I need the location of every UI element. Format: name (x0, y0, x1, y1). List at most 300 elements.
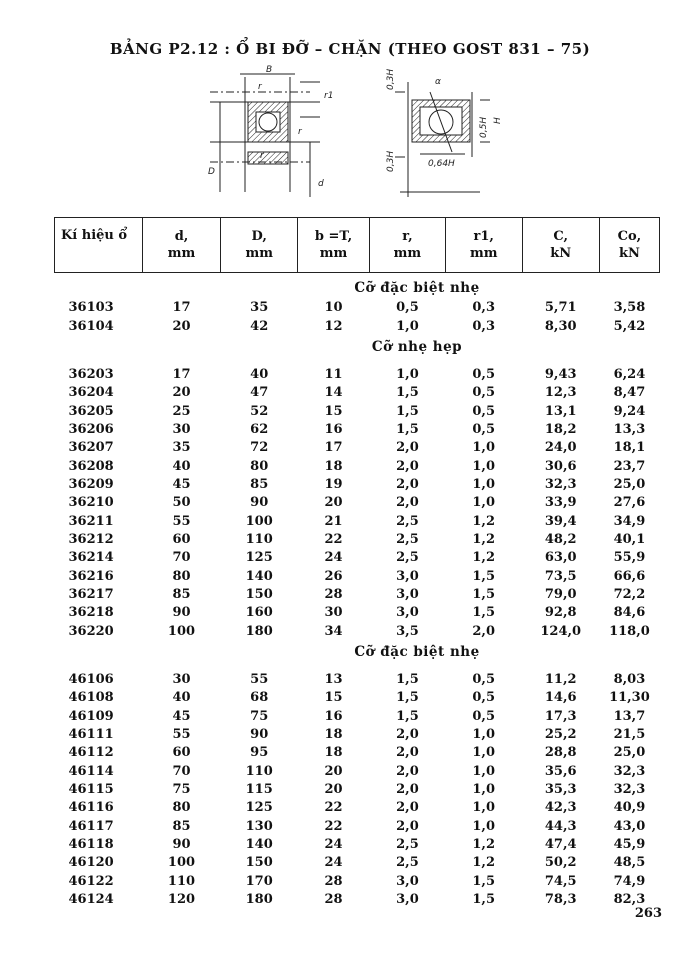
table-cell: 0,3 (472, 318, 496, 334)
table-cell: 50,2 (544, 855, 577, 871)
table-cell: 9,43 (544, 366, 577, 382)
table-cell: 6,24 (613, 366, 646, 382)
table-cell: 60 (172, 745, 191, 761)
table-cell: 20 (324, 763, 343, 779)
table-cell: 2,0 (396, 458, 419, 474)
table-cell: 1,5 (396, 385, 419, 401)
table-cell: 2,0 (396, 745, 419, 761)
table-cell: 36220 (68, 623, 114, 639)
table-cell: 44,3 (544, 818, 577, 834)
table-cell: 36205 (68, 403, 114, 419)
label-03h-bottom: 0,3H (386, 150, 396, 172)
table-cell: 8,47 (613, 385, 646, 401)
table-row (55, 317, 660, 335)
table-cell: 12 (324, 318, 343, 334)
table-cell: 18,2 (544, 421, 577, 437)
table-cell: 21 (324, 513, 343, 529)
table-cell: 28,8 (544, 745, 577, 761)
table-cell: 46112 (68, 745, 114, 761)
table-row (55, 494, 660, 512)
table-row (55, 836, 660, 854)
table-cell: 1,5 (396, 708, 419, 724)
table-row (55, 366, 660, 384)
table-cell: 100 (245, 513, 273, 529)
table-cell: 46118 (68, 837, 114, 853)
label-r1: r1 (324, 91, 334, 101)
table-cell: 14,6 (544, 690, 577, 706)
table-cell: 46124 (68, 892, 114, 908)
table-cell: 70 (172, 550, 191, 566)
table-cell: 1,2 (472, 837, 496, 853)
table-cell: 125 (245, 800, 273, 816)
table-cell: 85 (250, 476, 269, 492)
bearing-cross-section-diagram (190, 62, 510, 212)
table-cell: 73,5 (544, 568, 577, 584)
table-cell: 2,5 (396, 550, 419, 566)
table-cell: 20 (324, 782, 343, 798)
table-cell: 35 (172, 440, 191, 456)
table-cell: 17 (324, 440, 343, 456)
table-cell: 1,0 (472, 440, 496, 456)
table-cell: 1,5 (396, 403, 419, 419)
table-cell: 25,0 (613, 476, 646, 492)
table-cell: 48,5 (613, 855, 646, 871)
table-cell: 2,0 (396, 818, 419, 834)
table-row (55, 623, 660, 641)
page-title: BẢNG P2.12 : Ổ BI ĐỠ – CHẶN (THEO GOST 831 – 75) (109, 40, 591, 58)
table-cell: 18 (324, 727, 343, 743)
table-cell: 170 (245, 873, 273, 889)
header-code: Kí hiệu ổ (55, 218, 143, 273)
table-cell: 36218 (68, 605, 114, 621)
bearing-drawings (190, 62, 510, 212)
table-cell: 48,2 (544, 531, 577, 547)
table-cell: 47,4 (544, 837, 577, 853)
table-cell: 3,58 (613, 300, 646, 316)
table-cell: 2,5 (396, 531, 419, 547)
table-cell: 46122 (68, 873, 114, 889)
table-row (55, 549, 660, 567)
table-cell: 39,4 (544, 513, 577, 529)
table-cell: 1,5 (472, 586, 496, 602)
table-cell: 1,5 (396, 672, 419, 688)
table-row (55, 818, 660, 836)
table-cell: 0,5 (472, 385, 496, 401)
table-cell: 0,5 (472, 421, 496, 437)
table-cell: 36212 (68, 531, 114, 547)
table-cell: 160 (245, 605, 273, 621)
table-cell: 1,0 (472, 818, 496, 834)
label-064h: 0,64H (428, 159, 455, 169)
table-cell: 11,2 (544, 672, 577, 688)
page-number: 263 (634, 906, 662, 921)
label-D: D (208, 167, 215, 177)
table-cell: 22 (324, 531, 343, 547)
table-cell: 18 (324, 745, 343, 761)
table-cell: 2,5 (396, 513, 419, 529)
table-cell: 42 (250, 318, 269, 334)
table-cell: 180 (245, 892, 273, 908)
table-cell: 110 (167, 873, 196, 889)
table-cell: 25 (172, 403, 191, 419)
table-cell: 45 (172, 708, 191, 724)
table-cell: 2,0 (396, 476, 419, 492)
table-cell: 2,0 (472, 623, 496, 639)
table-cell: 17 (172, 366, 191, 382)
table-cell: 30 (172, 672, 191, 688)
table-cell: 46111 (68, 727, 114, 743)
table-cell: 9,24 (613, 403, 646, 419)
table-row (55, 708, 660, 726)
table-cell: 36211 (68, 513, 114, 529)
group-heading-row (55, 273, 660, 300)
label-r-bottom: r (260, 151, 264, 161)
table-cell: 1,0 (472, 495, 496, 511)
table-cell: 45,9 (613, 837, 646, 853)
table-cell: 15 (324, 403, 343, 419)
table-cell: 5,42 (613, 318, 646, 334)
table-cell: 2,0 (396, 495, 419, 511)
table-cell: 23,7 (613, 458, 646, 474)
table-row (55, 512, 660, 530)
table-cell: 0,5 (472, 672, 496, 688)
table-cell: 18 (324, 458, 343, 474)
table-cell: 124,0 (540, 623, 582, 639)
table-cell: 110 (245, 763, 273, 779)
table-cell: 62 (250, 421, 269, 437)
table-cell: 1,5 (396, 421, 419, 437)
table-cell: 1,2 (472, 531, 496, 547)
label-r-top: r (258, 82, 262, 92)
table-cell: 1,0 (472, 782, 496, 798)
bearing-side-view (210, 74, 320, 197)
table-cell: 8,30 (544, 318, 577, 334)
table-cell: 36103 (68, 300, 114, 316)
group-heading: Cỡ đặc biệt nhẹ (354, 280, 480, 296)
table-row (55, 384, 660, 402)
table-cell: 40 (172, 690, 191, 706)
table-cell: 15 (324, 690, 343, 706)
label-03h-top: 0,3H (386, 68, 396, 90)
table-cell: 1,0 (472, 800, 496, 816)
table-row (55, 586, 660, 604)
table-cell: 1,0 (472, 458, 496, 474)
table-cell: 150 (245, 586, 273, 602)
table-cell: 46114 (68, 763, 114, 779)
table-cell: 3,0 (396, 605, 419, 621)
table-row (55, 799, 660, 817)
table-cell: 120 (167, 892, 196, 908)
table-cell: 46108 (68, 690, 114, 706)
table-cell: 2,0 (396, 782, 419, 798)
table-cell: 12,3 (544, 385, 577, 401)
table-cell: 1,0 (472, 476, 496, 492)
table-cell: 11,30 (609, 690, 650, 706)
table-cell: 40,9 (613, 800, 646, 816)
group-heading: Cỡ đặc biệt nhẹ (354, 643, 480, 660)
bearing-spec-table (54, 217, 660, 909)
table-cell: 50 (172, 495, 191, 511)
table-cell: 46115 (68, 782, 114, 798)
table-cell: 84,6 (613, 605, 646, 621)
table-cell: 1,5 (472, 568, 496, 584)
table-row (55, 439, 660, 457)
table-cell: 110 (245, 531, 273, 547)
table-cell: 36210 (68, 495, 114, 511)
table-cell: 1,0 (472, 745, 496, 761)
table-cell: 90 (250, 727, 269, 743)
table-cell: 24 (324, 550, 343, 566)
table-cell: 79,0 (544, 586, 577, 602)
table-cell: 20 (172, 318, 191, 334)
table-cell: 26 (324, 568, 343, 584)
table-cell: 180 (245, 623, 273, 639)
table-cell: 36206 (68, 421, 114, 437)
table-cell: 16 (324, 708, 343, 724)
table-cell: 36209 (68, 476, 114, 492)
table-cell: 40 (172, 458, 191, 474)
table-cell: 2,0 (396, 763, 419, 779)
table-row (55, 689, 660, 707)
table-row (55, 604, 660, 622)
table-row (55, 854, 660, 872)
table-cell: 28 (324, 873, 343, 889)
table-cell: 75 (250, 708, 269, 724)
label-B: B (266, 65, 273, 75)
table-cell: 0,5 (472, 403, 496, 419)
group-heading: Cỡ nhẹ hẹp (371, 338, 463, 355)
table-cell: 36217 (68, 586, 114, 602)
table-cell: 30 (172, 421, 191, 437)
table-cell: 13,3 (613, 421, 646, 437)
table-row (55, 744, 660, 762)
table-cell: 46117 (68, 818, 114, 834)
table-cell: 70 (172, 763, 191, 779)
header-D: D, mm (221, 218, 298, 273)
table-cell: 13 (324, 672, 343, 688)
table-cell: 34,9 (613, 513, 646, 529)
table-cell: 63,0 (544, 550, 577, 566)
table-cell: 35 (250, 300, 269, 316)
table-cell: 3,0 (396, 586, 419, 602)
label-H: H (493, 117, 503, 124)
table-row (55, 873, 660, 891)
table-cell: 30,6 (544, 458, 577, 474)
table-cell: 100 (167, 623, 196, 639)
table-cell: 33,9 (544, 495, 577, 511)
table-body (55, 273, 660, 910)
table-cell: 1,2 (472, 855, 496, 871)
table-cell: 2,5 (396, 855, 419, 871)
group-spacer (55, 356, 660, 366)
group-heading-row (55, 336, 660, 356)
table-cell: 13,1 (544, 403, 577, 419)
table-cell: 21,5 (613, 727, 646, 743)
table-cell: 36208 (68, 458, 114, 474)
table-cell: 46120 (68, 855, 114, 871)
table-cell: 16 (324, 421, 343, 437)
table-cell: 140 (245, 568, 273, 584)
table-cell: 1,2 (472, 550, 496, 566)
table-cell: 24,0 (544, 440, 577, 456)
table-cell: 2,0 (396, 800, 419, 816)
table-cell: 5,71 (544, 300, 577, 316)
table-cell: 20 (172, 385, 191, 401)
table-cell: 1,0 (472, 763, 496, 779)
table-cell: 28 (324, 586, 343, 602)
table-cell: 74,9 (613, 873, 646, 889)
table-cell: 8,03 (613, 672, 646, 688)
label-r-right: r (298, 127, 302, 137)
group-spacer (55, 661, 660, 671)
table-cell: 36204 (68, 385, 114, 401)
table-cell: 40 (250, 366, 269, 382)
table-row (55, 476, 660, 494)
table-cell: 140 (245, 837, 273, 853)
table-cell: 130 (245, 818, 273, 834)
table-cell: 11 (324, 366, 343, 382)
table-cell: 36207 (68, 440, 114, 456)
table-row (55, 421, 660, 439)
table-cell: 3,5 (396, 623, 419, 639)
table-cell: 2,0 (396, 727, 419, 743)
table-cell: 43,0 (613, 818, 646, 834)
table-cell: 32,3 (613, 763, 646, 779)
table-cell: 34 (324, 623, 343, 639)
table-cell: 85 (172, 586, 191, 602)
table-cell: 115 (245, 782, 273, 798)
table-cell: 18,1 (613, 440, 646, 456)
table-row (55, 726, 660, 744)
table-cell: 92,8 (544, 605, 577, 621)
table-cell: 100 (167, 855, 196, 871)
table-cell: 35,3 (544, 782, 577, 798)
table-cell: 47 (250, 385, 269, 401)
table-cell: 90 (172, 605, 191, 621)
table-cell: 52 (250, 403, 269, 419)
table-cell: 1,0 (396, 366, 419, 382)
table-cell: 35,6 (544, 763, 577, 779)
header-b: b =T, mm (298, 218, 370, 273)
table-cell: 60 (172, 531, 191, 547)
table-cell: 3,0 (396, 568, 419, 584)
label-05h: 0,5H (479, 116, 489, 138)
table-cell: 17,3 (544, 708, 577, 724)
table-cell: 24 (324, 855, 343, 871)
table-row (55, 567, 660, 585)
table-cell: 25,2 (544, 727, 577, 743)
table-cell: 3,0 (396, 892, 419, 908)
table-row (55, 457, 660, 475)
table-cell: 13,7 (613, 708, 646, 724)
table-cell: 1,5 (472, 873, 496, 889)
group-heading-row (55, 641, 660, 661)
table-cell: 46106 (68, 672, 114, 688)
header-r: r, mm (370, 218, 446, 273)
table-cell: 1,5 (472, 605, 496, 621)
table-cell: 25,0 (613, 745, 646, 761)
table-cell: 32,3 (544, 476, 577, 492)
table-header-row (55, 218, 660, 273)
header-d: d, mm (142, 218, 221, 273)
table-cell: 0,5 (472, 708, 496, 724)
table-cell: 46109 (68, 708, 114, 724)
table-cell: 66,6 (613, 568, 646, 584)
table-cell: 118,0 (609, 623, 650, 639)
table-cell: 78,3 (544, 892, 577, 908)
table-cell: 45 (172, 476, 191, 492)
table-cell: 10 (324, 300, 343, 316)
table-cell: 0,5 (472, 366, 496, 382)
table-cell: 74,5 (544, 873, 577, 889)
table-cell: 150 (245, 855, 273, 871)
table-cell: 2,5 (396, 837, 419, 853)
table-cell: 0,5 (396, 300, 419, 316)
table-row (55, 671, 660, 689)
table-row (55, 781, 660, 799)
table-cell: 1,0 (396, 318, 419, 334)
table-cell: 1,2 (472, 513, 496, 529)
table-cell: 80 (250, 458, 269, 474)
table-cell: 1,5 (472, 892, 496, 908)
table-cell: 24 (324, 837, 343, 853)
table-cell: 2,0 (396, 440, 419, 456)
table-cell: 1,5 (396, 690, 419, 706)
table-cell: 36216 (68, 568, 114, 584)
table-cell: 90 (172, 837, 191, 853)
table-cell: 40,1 (613, 531, 646, 547)
header-r1: r1, mm (445, 218, 522, 273)
table-cell: 30 (324, 605, 343, 621)
bearing-geometry-view (395, 82, 490, 197)
table-row (55, 763, 660, 781)
table-cell: 36214 (68, 550, 114, 566)
table-cell: 55,9 (613, 550, 646, 566)
table-cell: 75 (172, 782, 191, 798)
table-cell: 22 (324, 818, 343, 834)
table-cell: 1,0 (472, 727, 496, 743)
table-cell: 68 (250, 690, 269, 706)
table-cell: 28 (324, 892, 343, 908)
table-cell: 14 (324, 385, 343, 401)
table-cell: 90 (250, 495, 269, 511)
table-cell: 72,2 (613, 586, 646, 602)
table-cell: 42,3 (544, 800, 577, 816)
table-cell: 82,3 (613, 892, 646, 908)
table-cell: 55 (250, 672, 269, 688)
table-cell: 0,5 (472, 690, 496, 706)
table-cell: 46116 (68, 800, 114, 816)
table-cell: 36104 (68, 318, 114, 334)
table-cell: 17 (172, 300, 191, 316)
header-C: C, kN (522, 218, 599, 273)
table-cell: 32,3 (613, 782, 646, 798)
table-row (55, 402, 660, 420)
table-cell: 95 (250, 745, 269, 761)
table-cell: 72 (250, 440, 269, 456)
table-row (55, 891, 660, 909)
table-cell: 85 (172, 818, 191, 834)
label-alpha: α (435, 77, 441, 87)
table-cell: 36203 (68, 366, 114, 382)
label-d: d (318, 179, 324, 189)
table-cell: 125 (245, 550, 273, 566)
table-cell: 55 (172, 513, 191, 529)
table-cell: 80 (172, 568, 191, 584)
table-cell: 22 (324, 800, 343, 816)
table-cell: 0,3 (472, 300, 496, 316)
table-cell: 55 (172, 727, 191, 743)
